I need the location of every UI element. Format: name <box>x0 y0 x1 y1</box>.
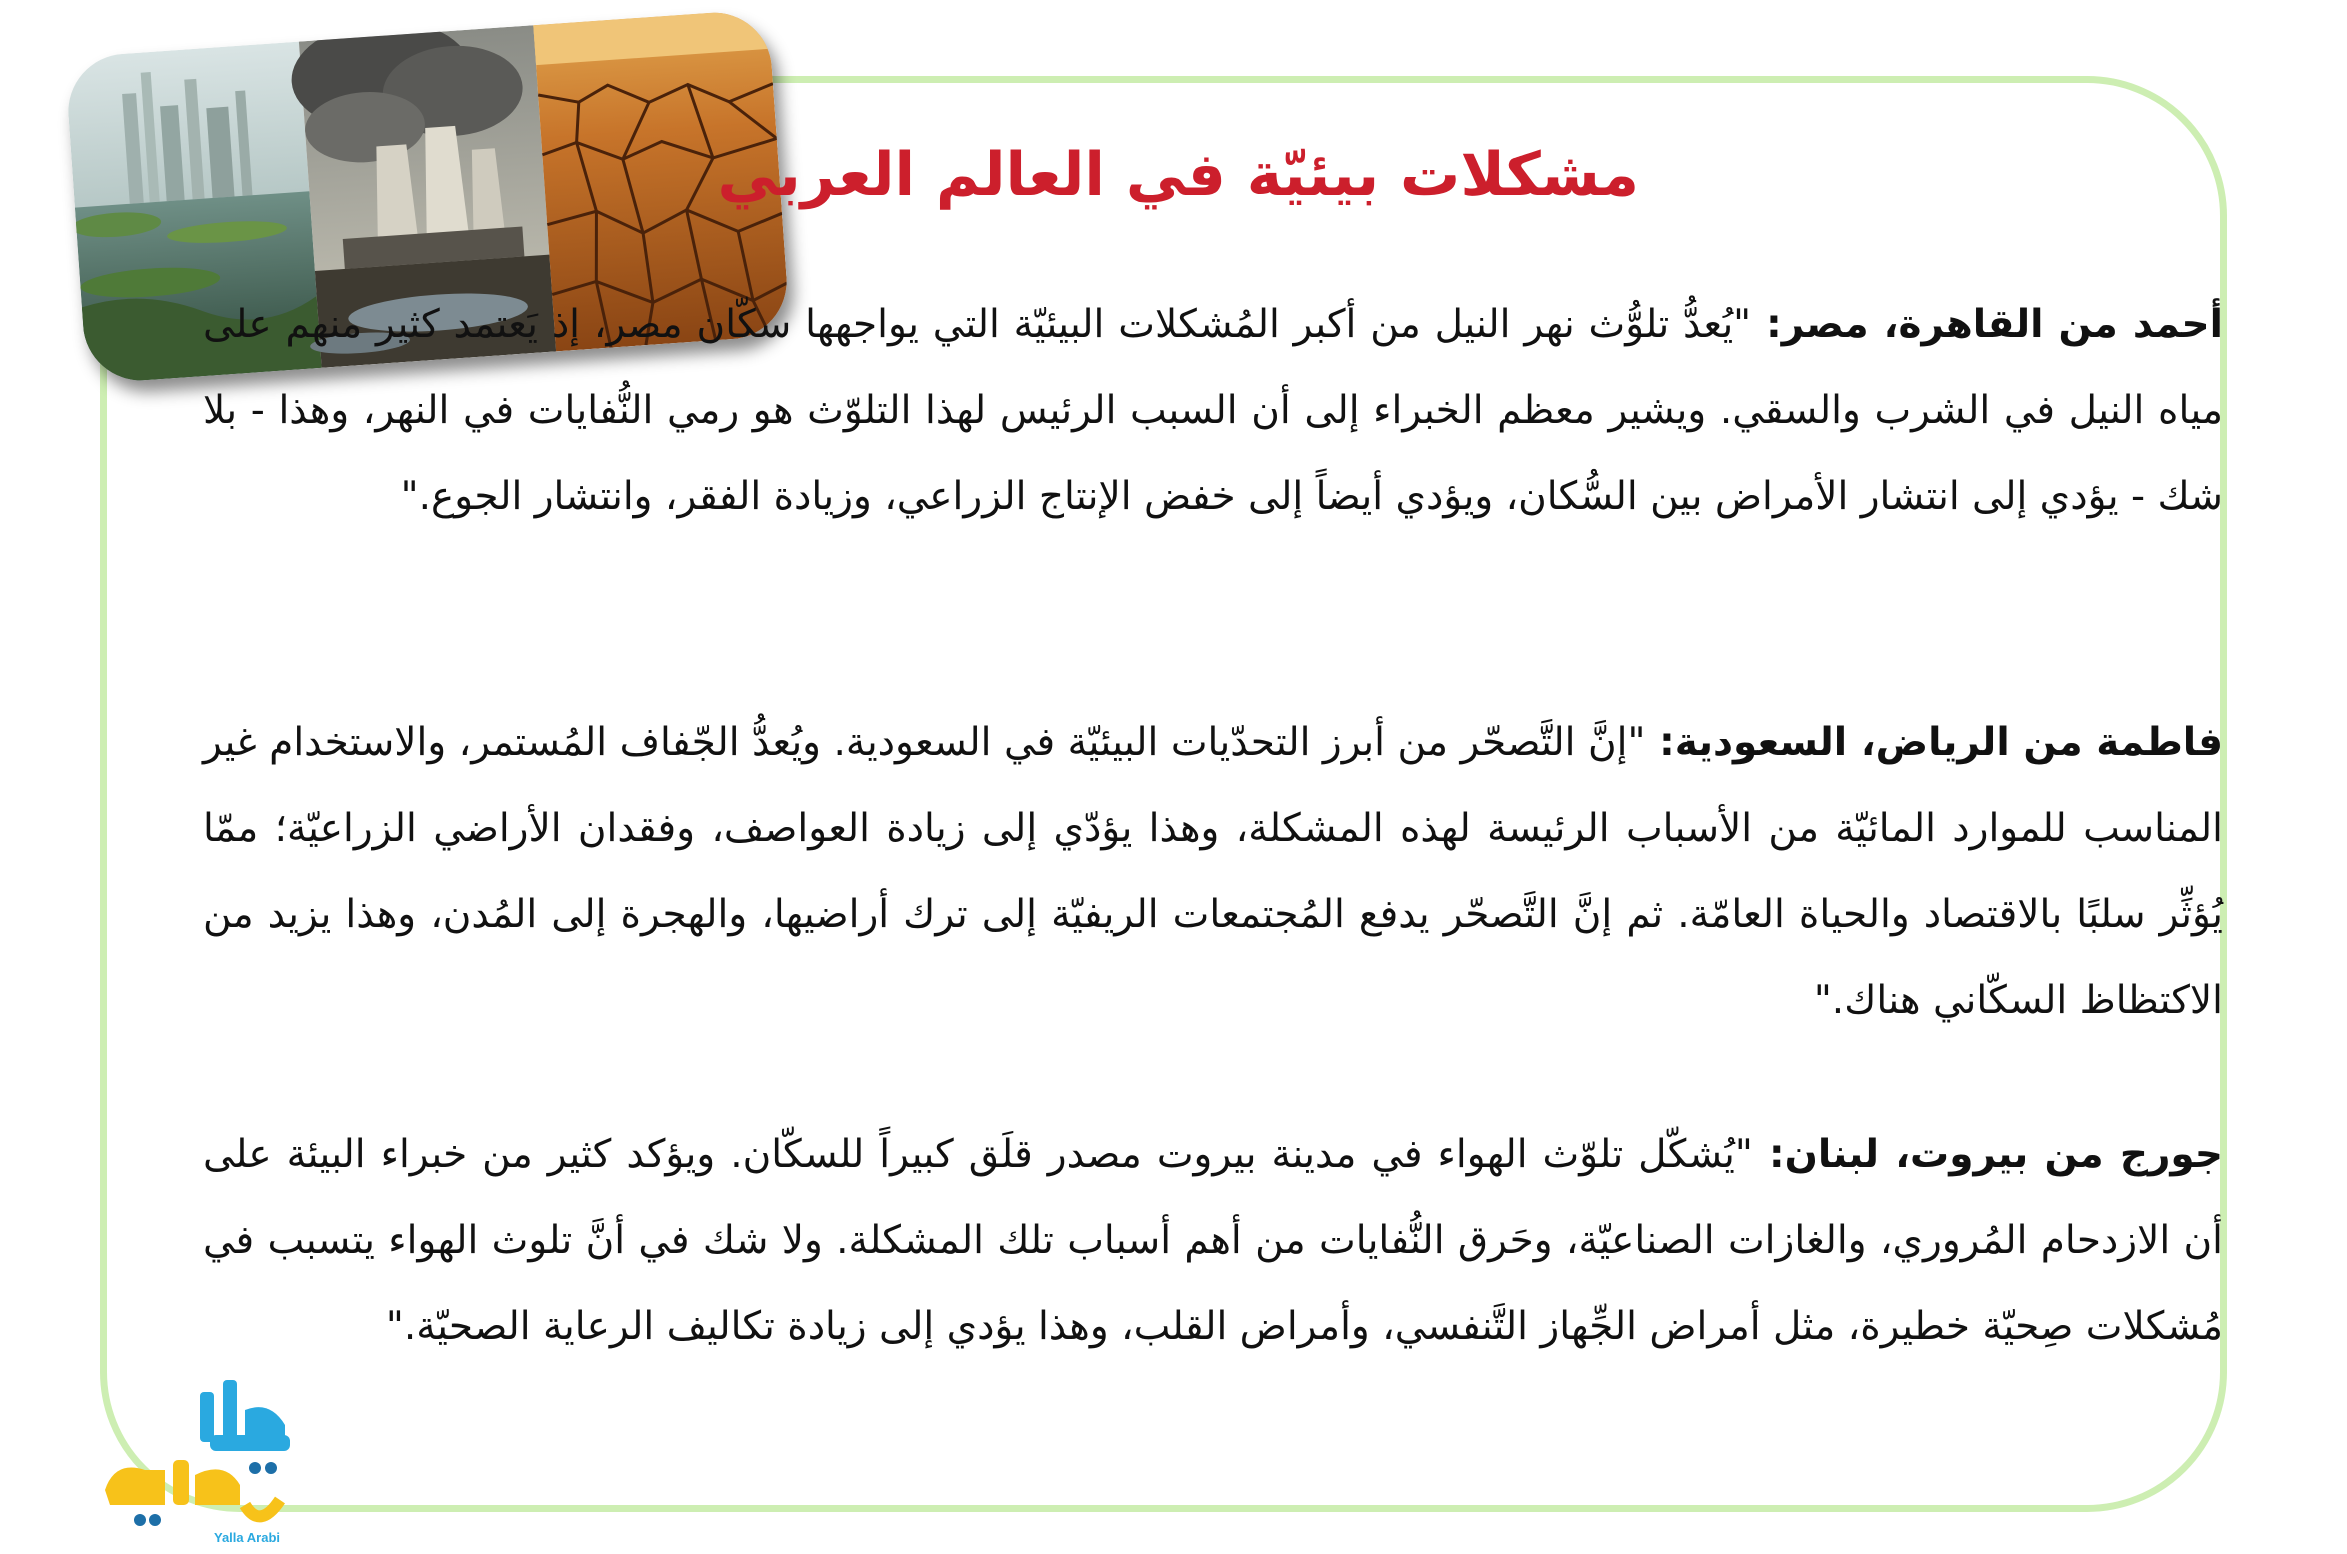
speaker-label: فاطمة من الرياض، السعودية: <box>1645 720 2223 765</box>
paragraph-text: "يُعدُّ تلوُّث نهر النيل من أكبر المُشكلات البيئيّة التي يواجهها سكّان مصر، إذ يَعتمد كثير منهم على مياه النيل في الشرب والسقي. ويشير معظم الخبراء إلى أن السبب الرئيس لهذا التلوّث هو رمي النُّفايات في النهر، وهذا - بلا شك - يؤدي إلى انتشار الأمراض بين السُّكان، ويؤدي أيضاً إلى خفض الإنتاج الزراعي، وزيادة الفقر، وانتشار الجوع." <box>203 302 2223 519</box>
logo-shapes <box>105 1380 290 1526</box>
page-title: مشكلات بيئيّة في العالم العربي <box>717 140 1639 210</box>
paragraph-text: "إنَّ التَّصحّر من أبرز التحدّيات البيئيّة في السعودية. ويُعدُّ الجّفاف المُستمر، والاستخدام غير المناسب للموارد المائيّة من الأسباب الرئيسة لهذه المشكلة، وهذا يؤدّي إلى زيادة العواصف، وفقدان الأراضي الزراعيّة؛ ممّا يُؤثِّر سلبًا بالاقتصاد والحياة العامّة. ثم إنَّ التَّصحّر يدفع المُجتمعات الريفيّة إلى ترك أراضيها، والهجرة إلى المُدن، وهذا يزيد من الاكتظاظ السكّاني هناك." <box>203 720 2223 1023</box>
paragraph-text: "يُشكّل تلوّث الهواء في مدينة بيروت مصدر قلَق كبيراً للسكّان. ويؤكد كثير من خبراء البيئة على أن الازدحام المُروري، والغازات الصناعيّة، وحَرق النُّفايات من أهم أسباب تلك المشكلة. ولا شك في أنَّ تلوث الهواء يتسبب في مُشكلات صِحيّة خطيرة، مثل أمراض الجِّهاز التَّنفسي، وأمراض القلب، وهذا يؤدي إلى زيادة تكاليف الرعاية الصحيّة." <box>203 1132 2223 1349</box>
speaker-label: جورج من بيروت، لبنان: <box>1752 1132 2223 1177</box>
yalla-arabi-logo <box>95 1380 335 1550</box>
paragraph-george <box>203 1112 2223 1370</box>
paragraph-ahmed <box>203 282 2223 540</box>
logo-english-text: Yalla Arabi <box>214 1530 280 1545</box>
speaker-label: أحمد من القاهرة، مصر: <box>1751 302 2223 347</box>
paragraph-fatima <box>203 700 2223 1044</box>
